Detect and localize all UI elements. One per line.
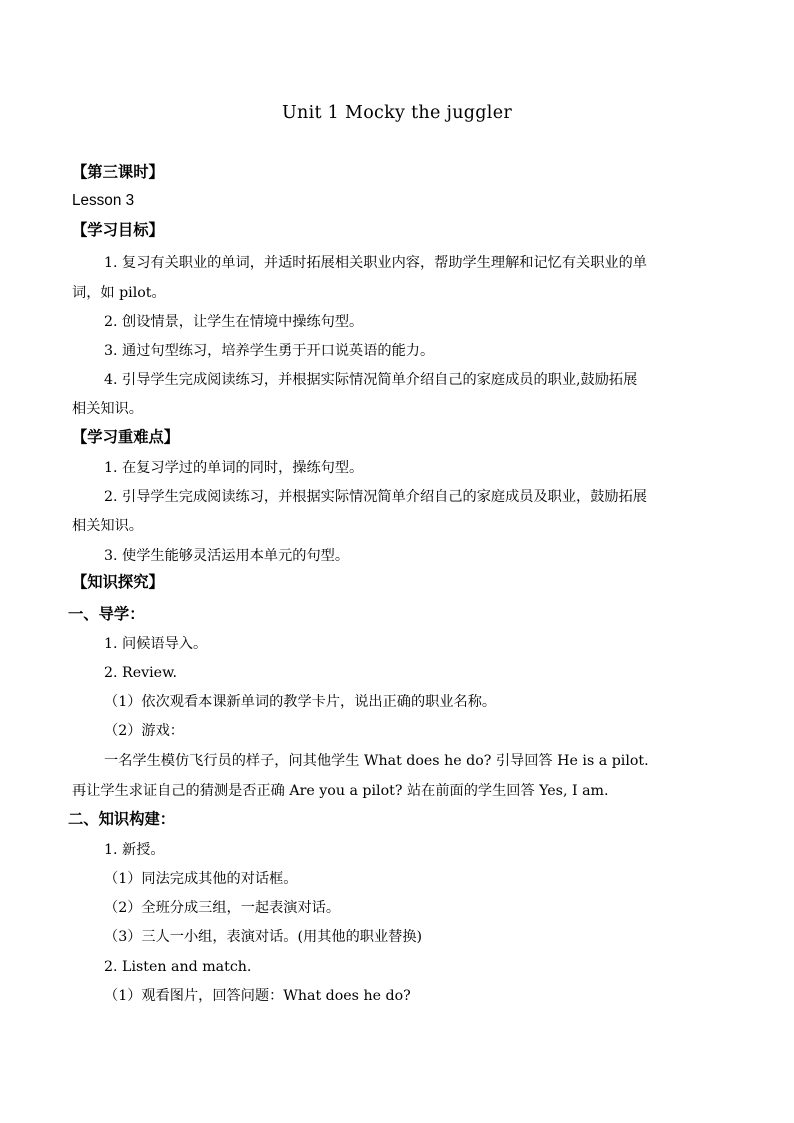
- key-point-item: 2. 引导学生完成阅读练习，并根据实际情况简单介绍自己的家庭成员及职业，鼓励拓展: [104, 489, 647, 505]
- key-point-item-continued: 相关知识。: [72, 518, 143, 534]
- objective-item: 2. 创设情景，让学生在情境中操练句型。: [104, 314, 364, 330]
- section1-heading: 一、导学：: [68, 605, 145, 623]
- section2-subitem: （2）全班分成三组，一起表演对话。: [104, 900, 341, 916]
- section2-item: 2. Listen and match.: [104, 959, 252, 975]
- objective-item: 1. 复习有关职业的单词，并适时拓展相关职业内容，帮助学生理解和记忆有关职业的单: [104, 255, 647, 271]
- section1-subitem: （1）依次观看本课新单词的教学卡片，说出正确的职业名称。: [104, 694, 497, 710]
- section1-paragraph-continued: 再让学生求证自己的猜测是否正确 Are you a pilot? 站在前面的学生回答 Yes, I am.: [72, 783, 609, 799]
- section2-heading: 二、知识构建：: [68, 810, 176, 828]
- lesson-label: Lesson 3: [72, 192, 135, 209]
- objective-item-continued: 相关知识。: [72, 401, 143, 417]
- key-points-heading: 【学习重难点】: [72, 428, 180, 446]
- objective-item: 4. 引导学生完成阅读练习，并根据实际情况简单介绍自己的家庭成员的职业,鼓励拓展: [104, 372, 638, 388]
- objectives-heading: 【学习目标】: [72, 221, 164, 239]
- key-point-item: 3. 使学生能够灵活运用本单元的句型。: [104, 548, 350, 564]
- objective-item-continued: 词，如 pilot。: [72, 285, 166, 301]
- section1-paragraph: 一名学生模仿飞行员的样子，问其他学生 What does he do? 引导回答 He is a pilot.: [104, 753, 649, 769]
- section1-item: 1. 问候语导入。: [104, 636, 208, 652]
- section2-item: 1. 新授。: [104, 842, 165, 858]
- section1-subitem: （2）游戏：: [104, 723, 184, 739]
- document-title: Unit 1 Mocky the juggler: [281, 103, 513, 123]
- objective-item: 3. 通过句型练习，培养学生勇于开口说英语的能力。: [104, 343, 435, 359]
- exploration-heading: 【知识探究】: [72, 573, 164, 591]
- section1-item: 2. Review.: [104, 665, 178, 681]
- period-heading: 【第三课时】: [72, 163, 164, 181]
- key-point-item: 1. 在复习学过的单词的同时，操练句型。: [104, 460, 364, 476]
- section2-subitem: （1）观看图片，回答问题：What does he do?: [104, 988, 411, 1004]
- section2-subitem: （1）同法完成其他的对话框。: [104, 871, 298, 887]
- section2-subitem: （3）三人一小组，表演对话。(用其他的职业替换): [104, 929, 423, 945]
